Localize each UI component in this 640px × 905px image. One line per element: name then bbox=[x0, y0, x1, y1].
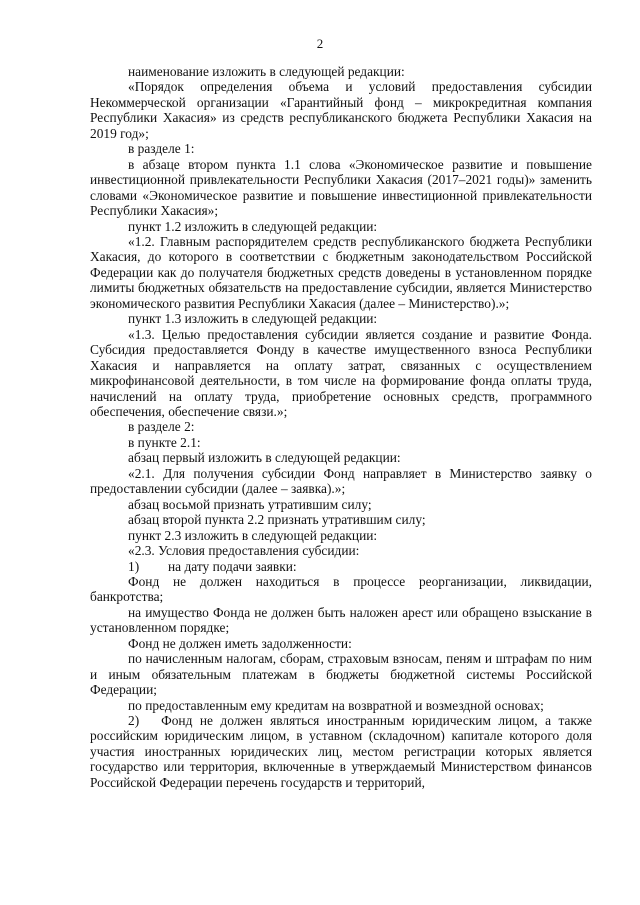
paragraph: абзац первый изложить в следующей редакции: bbox=[128, 450, 401, 466]
document-body bbox=[90, 64, 592, 790]
list-item-text: на дату подачи заявки: bbox=[168, 558, 297, 574]
paragraph: пункт 2.3 изложить в следующей редакции: bbox=[128, 527, 378, 543]
paragraph: Фонд не должен иметь задолженности: bbox=[128, 635, 352, 651]
paragraph: «2.1. Для получения субсидии Фонд направляет в Министерство заявку о предоставлении субсидии (далее – заявка).»; bbox=[90, 465, 592, 497]
paragraph: «1.2. Главным распорядителем средств республиканского бюджета Республики Хакасия, до которого в соответствии с бюджетным законодательством Российской Федерации как до получателя бюджетных средств доведены в установленном порядке лимиты бюджетных обязательств на предоставление субсидии, является Министерство экономического развития Республики Хакасия (далее – Министерство).»; bbox=[90, 233, 592, 311]
paragraph: абзац восьмой признать утратившим силу; bbox=[128, 496, 372, 512]
paragraph: в разделе 2: bbox=[128, 419, 195, 435]
list-item-number: 1) bbox=[128, 558, 140, 574]
paragraph: в разделе 1: bbox=[128, 141, 195, 157]
list-item-number: 2) bbox=[128, 713, 140, 729]
paragraph: пункт 1.3 изложить в следующей редакции: bbox=[128, 311, 378, 327]
list-item-text: Фонд не должен являться иностранным юридическим лицом, а также российским юридическим лицом, в уставном (складочном) капитале которого доля участия иностранных юридических лиц, местом регистрации которых является государство или территория, включенные в утверждаемый Министерством финансов Российской Федерации перечень государств и территорий, bbox=[90, 713, 592, 790]
page-number: 2 bbox=[316, 36, 324, 51]
paragraph: по предоставленным ему кредитам на возвратной и возмездной основах; bbox=[128, 697, 544, 713]
paragraph: по начисленным налогам, сборам, страховым взносам, пеням и штрафам по ним и иным обязательным платежам в бюджеты бюджетной системы Российской Федерации; bbox=[90, 651, 592, 698]
paragraph: «1.3. Целью предоставления субсидии является создание и развитие Фонда. Субсидия предоставляется Фонду в качестве имущественного взноса Республики Хакасия и направляется на оплату затрат, связанных с осуществлением микрофинансовой деятельности, в том числе на формирование фонда оплаты труда, начислений на оплату труда, приобретение основных средств, программного обеспечения, обеспечение связи.»; bbox=[90, 326, 592, 419]
paragraph: пункт 1.2 изложить в следующей редакции: bbox=[128, 218, 378, 234]
paragraph: в абзаце втором пункта 1.1 слова «Экономическое развитие и повышение инвестиционной привлекательности Республики Хакасия (2017–2021 годы)» заменить словами «Экономическое развитие и повышение инвестиционной привлекательности Республики Хакасия»; bbox=[90, 156, 592, 219]
paragraph: на имущество Фонда не должен быть наложен арест или обращено взыскание в установленном порядке; bbox=[90, 604, 592, 636]
list-item bbox=[90, 559, 592, 574]
paragraph: «Порядок определения объема и условий предоставления субсидии Некоммерческой организации «Гарантийный фонд – микрокредитная компания Республики Хакасия» из средств республиканского бюджета Республики Хакасия на 2019 год»; bbox=[90, 79, 592, 141]
list-item bbox=[90, 713, 592, 790]
paragraph: Фонд не должен находиться в процессе реорганизации, ликвидации, банкротства; bbox=[90, 573, 592, 605]
paragraph: «2.3. Условия предоставления субсидии: bbox=[128, 543, 360, 559]
paragraph: наименование изложить в следующей редакции: bbox=[128, 64, 405, 79]
paragraph: в пункте 2.1: bbox=[128, 434, 201, 450]
paragraph: абзац второй пункта 2.2 признать утратившим силу; bbox=[128, 512, 426, 528]
